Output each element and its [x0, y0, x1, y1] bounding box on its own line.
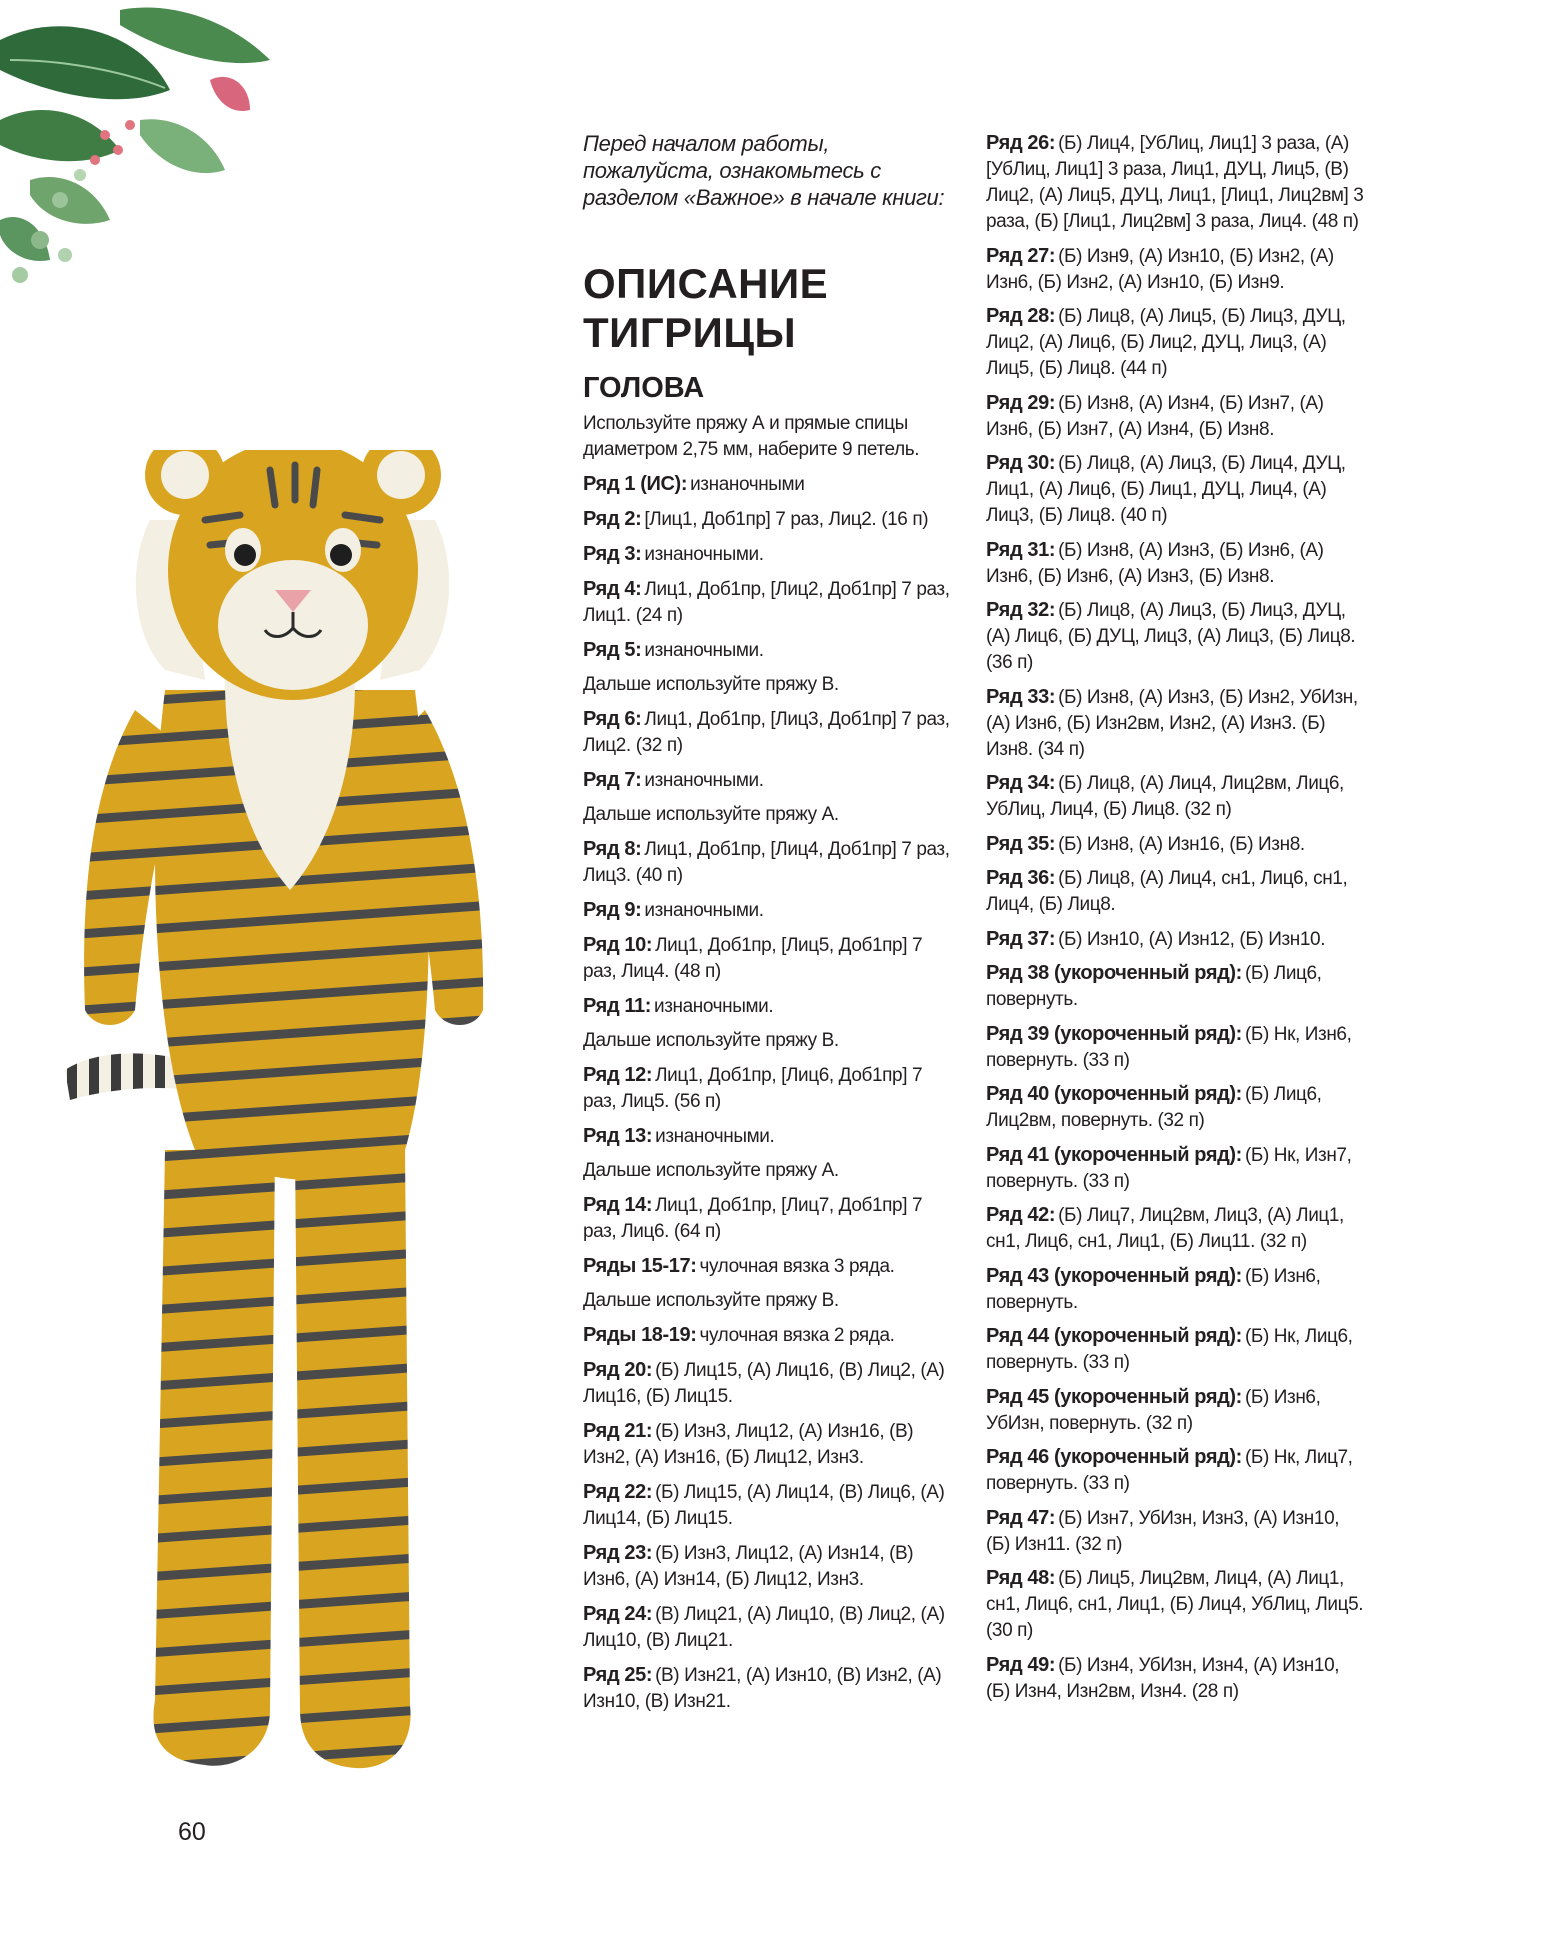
instruction-row: [583, 1662, 958, 1715]
instruction-row: [986, 130, 1366, 235]
row-text: чулочная вязка 2 ряда.: [699, 1325, 895, 1346]
row-text: Дальше используйте пряжу А.: [583, 804, 839, 825]
row-label: Ряды 15-17:: [583, 1255, 697, 1277]
intro-note: Перед началом работы, пожалуйста, ознакомьтесь с разделом «Важное» в начале книги:: [583, 131, 945, 210]
instruction-row: [583, 1479, 958, 1532]
instruction-row: [986, 243, 1366, 296]
page-number: 60: [178, 1818, 206, 1846]
row-text: (Б) Изн3, Лиц12, (А) Изн14, (В) Изн6, (А) Изн14, (Б) Лиц12, Изн3.: [583, 1543, 914, 1590]
instruction-row: [583, 1028, 958, 1054]
instruction-row: [986, 303, 1366, 382]
row-text: изнаночными.: [654, 996, 774, 1017]
row-label: Ряд 4:: [583, 578, 642, 600]
row-text: (Б) Лиц15, (А) Лиц14, (В) Лиц6, (А) Лиц14, (Б) Лиц15.: [583, 1482, 945, 1529]
row-label: Ряд 39 (укороченный ряд):: [986, 1022, 1242, 1045]
instruction-row: [583, 411, 958, 463]
row-text: (Б) Лиц4, [УбЛиц, Лиц1] 3 раза, (А) [УбЛиц, Лиц1] 3 раза, Лиц1, ДУЦ, Лиц5, (В) Лиц2, (А) Лиц5, ДУЦ, Лиц1, [Лиц1, Лиц2вм] 3 раза, (Б) [Лиц1, Лиц2вм] 3 раза, Лиц4. (48 п): [986, 133, 1364, 232]
instruction-row: [583, 1540, 958, 1593]
row-text: (Б) Лиц6, Лиц2вм, повернуть. (32 п): [986, 1084, 1322, 1131]
row-label: Ряд 9:: [583, 899, 642, 921]
row-text: (Б) Изн8, (А) Изн4, (Б) Изн7, (А) Изн6, (Б) Изн7, (А) Изн4, (Б) Изн8.: [986, 392, 1324, 440]
row-label: Ряд 11:: [583, 995, 652, 1017]
row-text: (Б) Лиц5, Лиц2вм, Лиц4, (А) Лиц1, сн1, Лиц6, сн1, Лиц1, (Б) Лиц4, УбЛиц, Лиц5. (30 п): [986, 1568, 1364, 1641]
instruction-row: [986, 597, 1366, 676]
row-text: Дальше используйте пряжу В.: [583, 674, 839, 695]
row-label: Ряд 43 (укороченный ряд):: [986, 1264, 1242, 1287]
instruction-row: [583, 1322, 958, 1349]
row-text: изнаночными.: [644, 770, 764, 791]
row-label: Ряд 35:: [986, 832, 1056, 855]
row-text: (Б) Нк, Изн7, повернуть. (33 п): [986, 1144, 1352, 1192]
row-text: (Б) Нк, Лиц7, повернуть. (33 п): [986, 1447, 1353, 1494]
row-label: Ряд 32:: [986, 599, 1056, 621]
row-text: (Б) Изн7, УбИзн, Изн3, (А) Изн10, (Б) Изн11. (32 п): [986, 1507, 1340, 1555]
instruction-row: [986, 1202, 1366, 1255]
instruction-row: [583, 1158, 958, 1184]
row-label: Ряд 10:: [583, 934, 653, 956]
page-title-line-2: ТИГРИЦЫ: [583, 309, 797, 356]
page-title-line-1: ОПИСАНИЕ: [583, 260, 829, 307]
row-text: (Б) Изн8, (А) Изн3, (Б) Изн2, УбИзн, (А) Изн6, (Б) Изн2вм, Изн2, (А) Изн3. (Б) Изн8. (34 п): [986, 686, 1358, 760]
row-text: чулочная вязка 3 ряда.: [699, 1256, 895, 1277]
row-label: Ряд 1 (ИС):: [583, 473, 688, 495]
instruction-row: [986, 1505, 1366, 1558]
instruction-row: [986, 1081, 1366, 1134]
right-instructions-list: [986, 130, 1366, 1705]
row-label: Ряд 40 (укороченный ряд):: [986, 1083, 1242, 1105]
row-label: Ряд 29:: [986, 391, 1056, 414]
row-label: Ряд 3:: [583, 543, 642, 565]
instruction-row: [986, 960, 1366, 1013]
row-text: (Б) Изн9, (А) Изн10, (Б) Изн2, (А) Изн6, (Б) Изн2, (А) Изн10, (Б) Изн9.: [986, 245, 1334, 293]
row-text: (Б) Лиц8, (А) Лиц3, (Б) Лиц4, ДУЦ, Лиц1, (А) Лиц6, (Б) Лиц1, ДУЦ, Лиц4, (А) Лиц3, (Б) Лиц8. (40 п): [986, 453, 1346, 526]
row-label: Ряд 24:: [583, 1603, 653, 1625]
instruction-row: [583, 471, 958, 498]
row-text: (Б) Изн3, Лиц12, (А) Изн16, (В) Изн2, (А) Изн16, (Б) Лиц12, Изн3.: [583, 1421, 914, 1468]
instruction-row: [583, 932, 958, 985]
row-text: (Б) Изн10, (А) Изн12, (Б) Изн10.: [1058, 928, 1326, 950]
instruction-row: [986, 1021, 1366, 1074]
instruction-row: [986, 926, 1366, 953]
instruction-row: [583, 1192, 958, 1245]
row-text: Дальше используйте пряжу В.: [583, 1030, 839, 1051]
row-label: Ряд 14:: [583, 1194, 653, 1216]
row-text: (Б) Изн8, (А) Изн3, (Б) Изн6, (А) Изн6, (Б) Изн6, (А) Изн3, (Б) Изн8.: [986, 539, 1324, 587]
instruction-row: [986, 1142, 1366, 1195]
row-text: Используйте пряжу А и прямые спицы диаметром 2,75 мм, наберите 9 петель.: [583, 413, 920, 460]
instruction-row: [986, 770, 1366, 823]
row-label: Ряд 37:: [986, 927, 1056, 950]
row-label: Ряд 48:: [986, 1567, 1056, 1589]
instruction-row: [986, 390, 1366, 443]
row-text: изнаночными.: [644, 640, 764, 661]
instruction-row: [583, 836, 958, 889]
row-label: Ряд 22:: [583, 1481, 653, 1503]
row-label: Ряд 6:: [583, 708, 642, 730]
row-label: Ряд 30:: [986, 452, 1056, 474]
row-label: Ряд 26:: [986, 132, 1056, 154]
row-text: (Б) Лиц8, (А) Лиц5, (Б) Лиц3, ДУЦ, Лиц2, (А) Лиц6, (Б) Лиц2, ДУЦ, Лиц3, (А) Лиц5, (Б) Лиц8. (44 п): [986, 306, 1346, 379]
row-label: Ряд 25:: [583, 1664, 653, 1686]
right-text-column: [986, 130, 1366, 1712]
instruction-row: [583, 1062, 958, 1115]
row-text: изнаночными.: [644, 544, 764, 565]
instruction-row: [583, 1123, 958, 1150]
row-label: Ряд 47:: [986, 1506, 1056, 1529]
row-label: Ряд 36:: [986, 867, 1056, 889]
row-text: (Б) Лиц6, повернуть.: [986, 963, 1322, 1010]
instruction-row: [986, 1652, 1366, 1705]
tropical-leaves-illustration: [0, 0, 300, 320]
row-label: Ряд 2:: [583, 508, 642, 530]
instruction-row: [986, 537, 1366, 590]
instruction-row: [583, 576, 958, 629]
row-text: (Б) Лиц8, (А) Лиц4, сн1, Лиц6, сн1, Лиц4, (Б) Лиц8.: [986, 868, 1348, 915]
row-text: Дальше используйте пряжу В.: [583, 1290, 839, 1311]
instruction-row: [583, 672, 958, 698]
row-text: Лиц1, Доб1пр, [Лиц7, Доб1пр] 7 раз, Лиц6. (64 п): [583, 1195, 923, 1242]
row-label: Ряд 34:: [986, 772, 1056, 794]
row-label: Ряд 23:: [583, 1542, 653, 1564]
row-label: Ряд 33:: [986, 685, 1056, 708]
instruction-row: [583, 637, 958, 664]
instruction-row: [583, 541, 958, 568]
instruction-row: [986, 1565, 1366, 1644]
left-instructions-list: [583, 411, 958, 1715]
row-label: Ряд 49:: [986, 1653, 1056, 1676]
instruction-row: [986, 684, 1366, 763]
instruction-row: [583, 1418, 958, 1471]
row-label: Ряд 38 (укороченный ряд):: [986, 962, 1242, 984]
row-label: Ряд 45 (укороченный ряд):: [986, 1385, 1242, 1408]
instruction-row: [583, 1253, 958, 1280]
row-text: (Б) Лиц8, (А) Лиц3, (Б) Лиц3, ДУЦ, (А) Лиц6, (Б) ДУЦ, Лиц3, (А) Лиц3, (Б) Лиц8. (36 п): [986, 600, 1356, 673]
row-label: Ряды 18-19:: [583, 1324, 697, 1346]
instruction-row: [583, 802, 958, 828]
instruction-row: [583, 993, 958, 1020]
row-text: (Б) Изн8, (А) Изн16, (Б) Изн8.: [1058, 833, 1305, 855]
instruction-row: [583, 1601, 958, 1654]
row-label: Ряд 41 (укороченный ряд):: [986, 1143, 1242, 1166]
instruction-row: [986, 1323, 1366, 1376]
section-heading: ГОЛОВА: [583, 372, 705, 404]
row-text: (Б) Лиц15, (А) Лиц16, (В) Лиц2, (А) Лиц16, (Б) Лиц15.: [583, 1360, 945, 1407]
row-text: (Б) Нк, Изн6, повернуть. (33 п): [986, 1023, 1352, 1071]
row-label: Ряд 42:: [986, 1204, 1056, 1226]
row-text: Дальше используйте пряжу А.: [583, 1160, 839, 1181]
row-text: (Б) Изн6, УбИзн, повернуть. (32 п): [986, 1386, 1321, 1434]
row-text: (В) Изн21, (А) Изн10, (В) Изн2, (А) Изн10, (В) Изн21.: [583, 1665, 942, 1712]
row-label: Ряд 28:: [986, 305, 1056, 327]
row-label: Ряд 8:: [583, 838, 642, 860]
instruction-row: [986, 831, 1366, 858]
row-text: (Б) Изн6, повернуть.: [986, 1265, 1321, 1313]
left-text-column: [583, 130, 958, 1723]
instruction-row: [583, 767, 958, 794]
instruction-row: [986, 450, 1366, 529]
row-text: изнаночными.: [644, 900, 764, 921]
row-text: (Б) Лиц7, Лиц2вм, Лиц3, (А) Лиц1, сн1, Лиц6, сн1, Лиц1, (Б) Лиц11. (32 п): [986, 1205, 1344, 1252]
row-label: Ряд 12:: [583, 1064, 653, 1086]
instruction-row: [583, 1357, 958, 1410]
row-text: (Б) Нк, Лиц6, повернуть. (33 п): [986, 1326, 1353, 1373]
instruction-row: [986, 1444, 1366, 1497]
row-text: Лиц1, Доб1пр, [Лиц2, Доб1пр] 7 раз, Лиц1. (24 п): [583, 579, 950, 626]
instruction-row: [986, 1384, 1366, 1437]
row-label: Ряд 46 (укороченный ряд):: [986, 1446, 1242, 1468]
row-label: Ряд 20:: [583, 1359, 653, 1381]
row-text: Лиц1, Доб1пр, [Лиц4, Доб1пр] 7 раз, Лиц3. (40 п): [583, 839, 950, 886]
page-title: [583, 259, 958, 357]
instruction-row: [583, 706, 958, 759]
row-text: [Лиц1, Доб1пр] 7 раз, Лиц2. (16 п): [644, 509, 929, 530]
row-text: Лиц1, Доб1пр, [Лиц6, Доб1пр] 7 раз, Лиц5. (56 п): [583, 1065, 923, 1112]
instruction-row: [583, 506, 958, 533]
row-label: Ряд 5:: [583, 639, 642, 661]
row-text: (Б) Изн4, УбИзн, Изн4, (А) Изн10, (Б) Изн4, Изн2вм, Изн4. (28 п): [986, 1654, 1340, 1702]
row-label: Ряд 31:: [986, 538, 1056, 561]
row-label: Ряд 21:: [583, 1420, 653, 1442]
row-label: Ряд 44 (укороченный ряд):: [986, 1325, 1242, 1347]
instruction-row: [583, 897, 958, 924]
row-text: изнаночными.: [655, 1126, 775, 1147]
row-text: (Б) Лиц8, (А) Лиц4, Лиц2вм, Лиц6, УбЛиц, Лиц4, (Б) Лиц8. (32 п): [986, 773, 1344, 820]
row-text: Лиц1, Доб1пр, [Лиц5, Доб1пр] 7 раз, Лиц4. (48 п): [583, 935, 923, 982]
row-label: Ряд 13:: [583, 1125, 653, 1147]
instruction-row: [583, 1288, 958, 1314]
row-label: Ряд 7:: [583, 769, 642, 791]
row-label: Ряд 27:: [986, 244, 1056, 267]
knitted-tiger-photo: [55, 450, 555, 1790]
row-text: (В) Лиц21, (А) Лиц10, (В) Лиц2, (А) Лиц10, (В) Лиц21.: [583, 1604, 945, 1651]
instruction-row: [986, 865, 1366, 918]
row-text: изнаночными: [690, 474, 805, 495]
row-text: Лиц1, Доб1пр, [Лиц3, Доб1пр] 7 раз, Лиц2. (32 п): [583, 709, 950, 756]
instruction-row: [986, 1263, 1366, 1316]
